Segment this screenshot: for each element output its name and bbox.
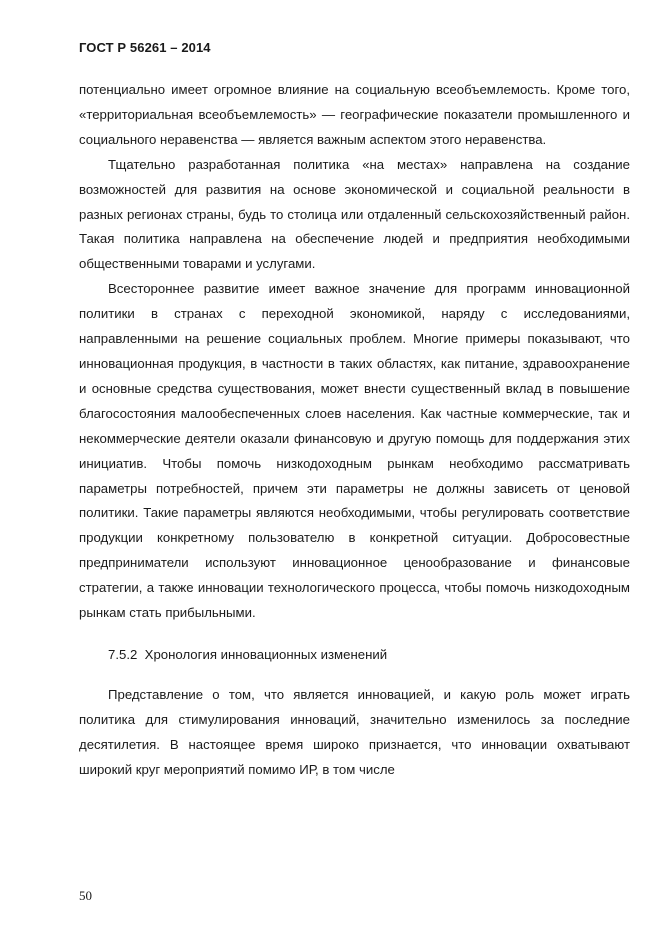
standard-header: ГОСТ Р 56261 – 2014	[79, 40, 211, 55]
page-number: 50	[79, 888, 92, 903]
subsection-heading	[79, 643, 630, 668]
subsection-title: Хронология инновационных изменений	[144, 646, 388, 662]
paragraph: Тщательно разработанная политика «на местах» направлена на создание возможностей для развития на основе экономической и социальной реальности в разных регионах страны, будь то столица или отдаленный сельскохозяйственный район. Такая политика направлена на обеспечение людей и предприятия необходимыми общественными товарами и услугами.	[79, 156, 630, 272]
paragraph-continuation: потенциально имеет огромное влияние на социальную всеобъемлемость. Кроме того, «территориальная всеобъемлемость» — географические показатели промышленного и социального неравенства — является важным аспектом этого неравенства.	[79, 82, 630, 147]
paragraph: Всестороннее развитие имеет важное значение для программ инновационной политики в странах с переходной экономикой, наряду с исследованиями, направленными на решение социальных проблем. Многие примеры показывают, что инновационная продукция, в частности в таких областях, как питание, здравоохранение и основные средства существования, может внести существенный вклад в повышение благосостояния малообеспеченных слоев населения. Как частные коммерческие, так и некоммерческие деятели оказали финансовую и другую помощь для поддержания этих инициатив. Чтобы помочь низкодоходным рынкам необходимо рассматривать параметры потребностей, причем эти параметры не должны зависеть от ценовой политики. Такие параметры являются необходимыми, чтобы регулировать соответствие продукции конкретному пользователю в конкретной ситуации. Добросовестные предприниматели используют инновационное ценообразование и финансовые стратегии, а также инновации технологического процесса, чтобы помочь низкодоходным рынкам стать прибыльными.	[79, 281, 630, 621]
document-body	[79, 78, 630, 782]
subsection-number: 7.5.2	[108, 646, 138, 662]
paragraph: Представление о том, что является инновацией, и какую роль может играть политика для стимулирования инноваций, значительно изменилось за последние десятилетия. В настоящее время широко признается, что инновации охватывают широкий круг мероприятий помимо ИР, в том числе	[79, 686, 630, 777]
